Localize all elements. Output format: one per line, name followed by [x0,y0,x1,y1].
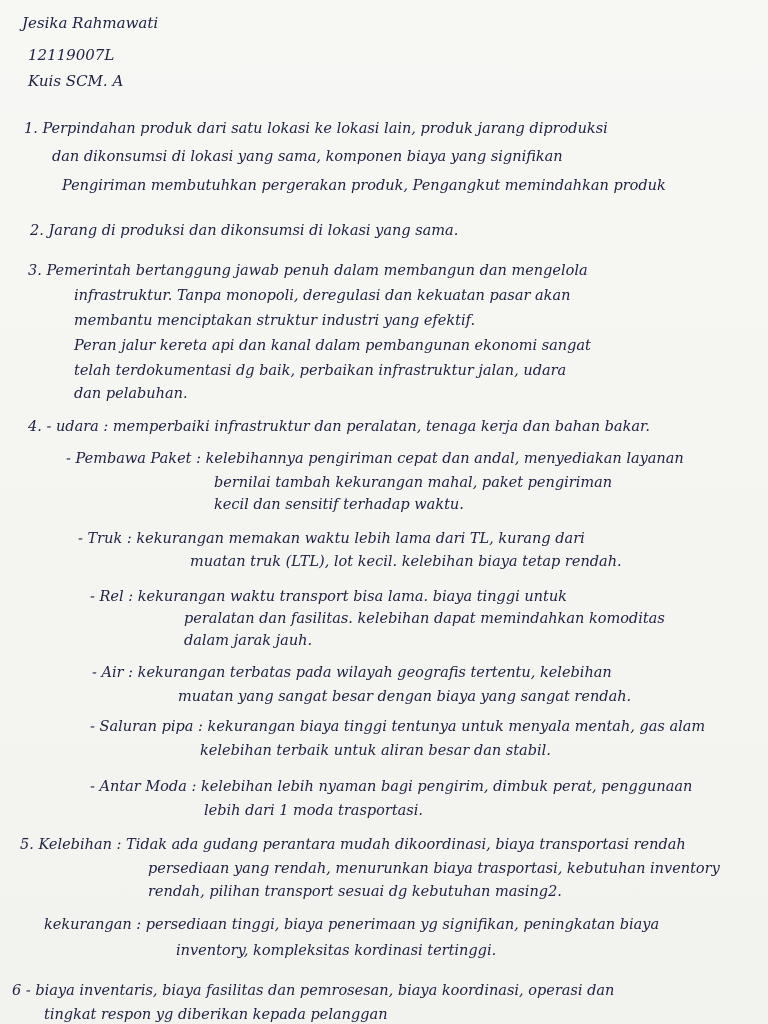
answer-5-kekurangan: kekurangan : persediaan tinggi, biaya penerimaan yg signifikan, peningkatan biaya [44,917,660,933]
answer-4-rel: peralatan dan fasilitas. kelebihan dapat memindahkan komoditas [184,611,665,627]
answer-4-truk: muatan truk (LTL), lot kecil. kelebihan biaya tetap rendah. [190,554,622,570]
answer-1-line: dan dikonsumsi di lokasi yang sama, komponen biaya yang signifikan [52,149,563,165]
answer-2-line: 2. Jarang di produksi dan dikonsumsi di lokasi yang sama. [30,223,459,239]
answer-4-antarmoda: lebih dari 1 moda trasportasi. [204,803,423,819]
answer-6-line: tingkat respon yg diberikan kepada pelanggan [44,1007,388,1023]
answer-4-paket: - Pembawa Paket : kelebihannya pengiriman cepat dan andal, menyediakan layanan [66,451,684,467]
student-name: Jesika Rahmawati [22,14,159,32]
answer-3-line: Peran jalur kereta api dan kanal dalam pembangunan ekonomi sangat [74,338,591,354]
answer-4-air: - Air : kekurangan terbatas pada wilayah geografis tertentu, kelebihan [92,665,612,681]
answer-5-kelebihan: rendah, pilihan transport sesuai dg kebutuhan masing2. [148,884,562,900]
answer-3-line: infrastruktur. Tanpa monopoli, deregulasi dan kekuatan pasar akan [74,288,571,304]
answer-3-line: telah terdokumentasi dg baik, perbaikan infrastruktur jalan, udara [74,363,567,379]
quiz-class: Kuis SCM. A [28,72,124,90]
answer-3-line: membantu menciptakan struktur industri yang efektif. [74,313,476,329]
answer-4-paket: bernilai tambah kekurangan mahal, paket pengiriman [214,475,613,491]
answer-4-rel: - Rel : kekurangan waktu transport bisa lama. biaya tinggi untuk [90,589,567,605]
answer-4-paket: kecil dan sensitif terhadap waktu. [214,497,464,513]
answer-4-pipa: - Saluran pipa : kekurangan biaya tinggi tentunya untuk menyala mentah, gas alam [90,719,706,735]
answer-4-udara: 4. - udara : memperbaiki infrastruktur dan peralatan, tenaga kerja dan bahan bakar. [28,419,650,435]
student-id: 12119007L [28,46,115,64]
answer-3-line: dan pelabuhan. [74,386,188,402]
answer-4-air: muatan yang sangat besar dengan biaya yang sangat rendah. [178,689,632,705]
answer-4-antarmoda: - Antar Moda : kelebihan lebih nyaman bagi pengirim, dimbuk perat, penggunaan [90,779,693,795]
answer-5-kelebihan: persediaan yang rendah, menurunkan biaya trasportasi, kebutuhan inventory [148,861,720,877]
answer-5-kelebihan: 5. Kelebihan : Tidak ada gudang perantara mudah dikoordinasi, biaya transportasi rendah [20,837,686,853]
answer-1-line: 1. Perpindahan produk dari satu lokasi ke lokasi lain, produk jarang diproduksi [24,121,608,137]
answer-6-line: 6 - biaya inventaris, biaya fasilitas dan pemrosesan, biaya koordinasi, operasi dan [12,983,615,999]
answer-4-pipa: kelebihan terbaik untuk aliran besar dan stabil. [200,743,551,759]
answer-4-rel: dalam jarak jauh. [184,633,313,649]
answer-4-truk: - Truk : kekurangan memakan waktu lebih lama dari TL, kurang dari [78,531,585,547]
answer-3-line: 3. Pemerintah bertanggung jawab penuh dalam membangun dan mengelola [28,263,588,279]
answer-1-line: Pengiriman membutuhkan pergerakan produk, Pengangkut memindahkan produk [62,178,666,194]
answer-5-kekurangan: inventory, kompleksitas kordinasi tertinggi. [176,943,497,959]
